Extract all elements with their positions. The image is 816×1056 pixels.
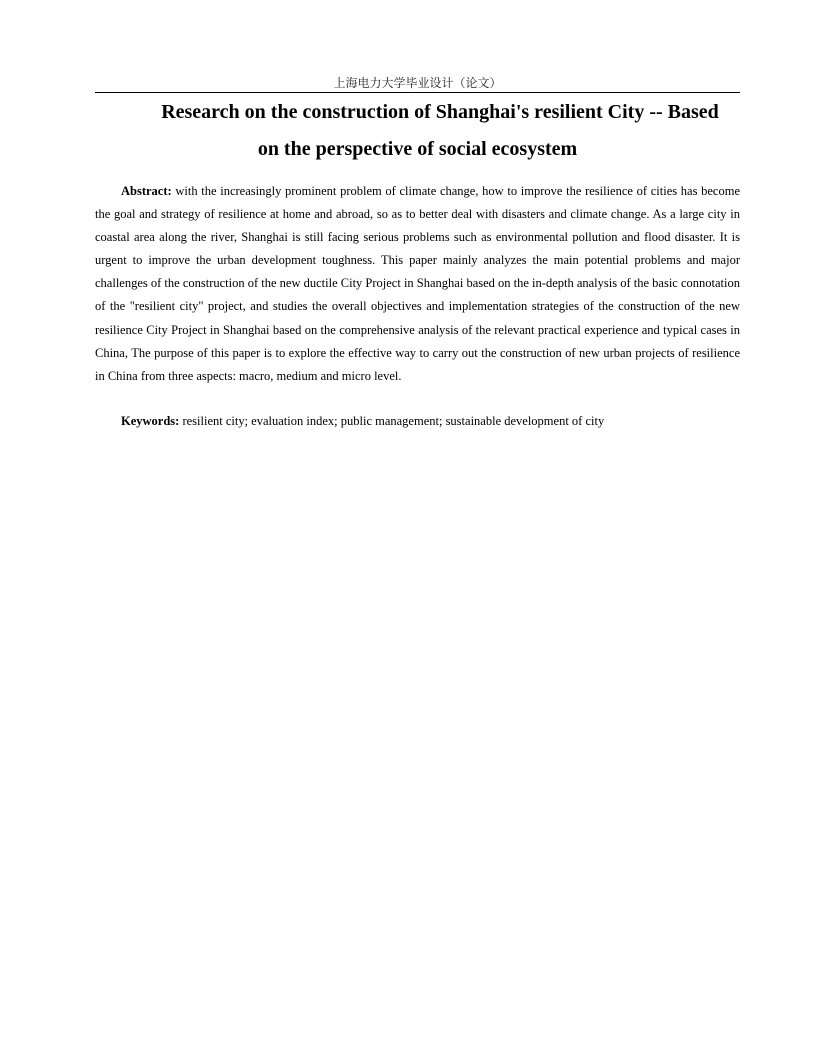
paper-title — [95, 94, 740, 168]
running-header: 上海电力大学毕业设计（论文） — [333, 76, 502, 90]
abstract-paragraph — [95, 180, 740, 388]
keywords-label: Keywords: — [121, 414, 180, 428]
keywords-paragraph — [95, 410, 740, 433]
title-line-2: on the perspective of social ecosystem — [257, 138, 578, 160]
abstract-label: Abstract: — [121, 184, 172, 198]
keywords-text: resilient city; evaluation index; public management; sustainable development of city — [182, 414, 605, 428]
header-rule — [95, 92, 740, 93]
title-line-1: Research on the construction of Shanghai's resilient City -- Based — [161, 101, 719, 123]
abstract-text: with the increasingly prominent problem of climate change, how to improve the resilience of cities has become the goal and strategy of resilience at home and abroad, so as to better deal with disasters and climate change. As a large city in coastal area along the river, Shanghai is still facing serious problems such as environmental pollution and flood disaster. It is urgent to improve the urban development toughness. This paper mainly analyzes the main potential problems and major challenges of the construction of the new ductile City Project in Shanghai based on the in-depth analysis of the basic connotation of the "resilient city" project, and studies the overall objectives and implementation strategies of the construction of the new resilience City Project in Shanghai based on the comprehensive analysis of the relevant practical experience and typical cases in China, The purpose of this paper is to explore the effective way to carry out the construction of new urban projects of resilience in China from three aspects: macro, medium and micro level. — [95, 184, 740, 383]
